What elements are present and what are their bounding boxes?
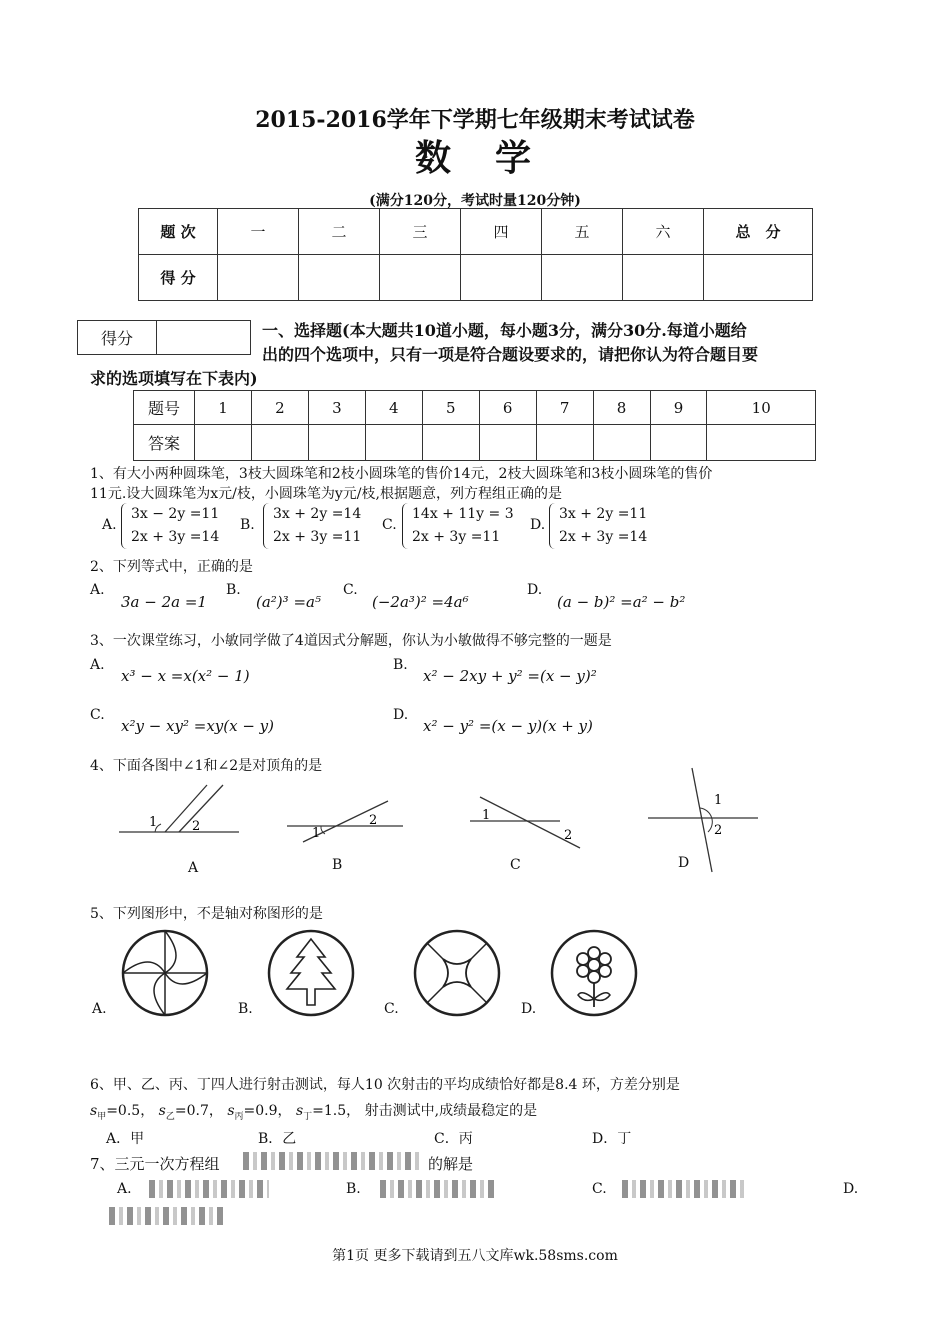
q5-label-d: D.: [521, 1001, 537, 1017]
q6-option-c: C．丙: [434, 1131, 473, 1147]
section-score-cell[interactable]: [157, 321, 251, 355]
score-table-header: 一: [218, 209, 299, 255]
score-table-row-label: 得 分: [139, 255, 218, 301]
q1-option-a-system: [121, 503, 219, 549]
q7-option-label: D.: [843, 1181, 859, 1197]
q3-option-label: D.: [393, 707, 409, 723]
variance-item: $s_乙=0.7$，: [158, 1103, 223, 1122]
variance-value: =1.5，: [312, 1103, 361, 1119]
q1-option-label: B.: [240, 517, 255, 533]
q4-figure-b: [285, 795, 410, 845]
answer-table: [133, 390, 816, 461]
score-table: [138, 208, 813, 301]
question-number: 4: [365, 391, 422, 425]
variance-value: =0.9，: [243, 1103, 292, 1119]
section1-heading-line1: 一、选择题(本大题共10道小题，每小题3分，满分30分.每道小题给: [262, 321, 747, 340]
equation: 2x + 3y =14: [559, 529, 648, 545]
equation: 3x + 2y =14: [273, 506, 362, 522]
q1-option-c-system: [402, 503, 514, 549]
answer-table-label: 答案: [134, 425, 195, 461]
answer-cell[interactable]: [593, 425, 650, 461]
equation: 2x + 3y =11: [412, 529, 501, 545]
q5-label-a: A.: [92, 1001, 107, 1017]
score-table-header: 五: [542, 209, 623, 255]
variance-sub: 丙: [234, 1111, 244, 1122]
angle-mark-2: 2: [564, 828, 573, 843]
question-number: 8: [593, 391, 650, 425]
score-table-header: 二: [299, 209, 380, 255]
question-number: 6: [479, 391, 536, 425]
q7-stem-head: 7、三元一次方程组: [90, 1155, 220, 1173]
q6-option-a: A．甲: [106, 1131, 145, 1147]
answer-cell[interactable]: [195, 425, 252, 461]
answer-cell[interactable]: [479, 425, 536, 461]
q5-figure-b-tree: [267, 929, 355, 1017]
q3-option-a-expr: x³ − x =x(x² − 1): [121, 667, 250, 685]
q4-figure-c: [468, 793, 588, 853]
question-number: 2: [251, 391, 308, 425]
q3-stem: 3、一次课堂练习，小敏同学做了4道因式分解题，你认为小敏做得不够完整的一题是: [90, 633, 612, 649]
angle-mark-1: 1: [312, 826, 321, 841]
q3-option-c-expr: x²y − xy² =xy(x − y): [121, 717, 275, 735]
question-number: 3: [308, 391, 365, 425]
q5-figure-d-flower: [550, 929, 638, 1017]
angle-mark-2: 2: [192, 819, 201, 834]
q2-option-b-expr: (a²)³ =a⁵: [256, 593, 321, 611]
q1-option-label: C.: [382, 517, 397, 533]
q7-option-label: B.: [346, 1181, 361, 1197]
q5-label-b: B.: [238, 1001, 253, 1017]
answer-cell[interactable]: [308, 425, 365, 461]
q4-figure-a: [115, 780, 245, 840]
q1-option-b-system: [263, 503, 361, 549]
q5-figure-a-pinwheel: [121, 929, 209, 1017]
exam-title: 2015-2016学年下学期七年级期末考试试卷: [255, 107, 695, 133]
q5-label-c: C.: [384, 1001, 399, 1017]
angle-mark-1: 1: [482, 808, 491, 823]
q7-option-c-image: [622, 1180, 744, 1198]
answer-cell[interactable]: [536, 425, 593, 461]
q1-option-label: A.: [102, 517, 117, 533]
question-number: 5: [422, 391, 479, 425]
equation: 3x + 2y =11: [559, 506, 648, 522]
equation: 14x + 11y = 3: [412, 506, 514, 522]
q2-option-label: A.: [90, 582, 105, 598]
q7-option-a-image: [149, 1180, 269, 1198]
q2-option-label: D.: [527, 582, 543, 598]
q2-option-label: B.: [226, 582, 241, 598]
q2-stem: 2、下列等式中，正确的是: [90, 559, 253, 575]
score-table-header: 总 分: [704, 209, 813, 255]
score-cell[interactable]: [623, 255, 704, 301]
q6-variances: [90, 1100, 537, 1122]
q4-stem: 4、下面各图中∠1和∠2是对顶角的是: [90, 758, 323, 774]
q1-option-d-system: [549, 503, 647, 549]
q4-label-d: D: [678, 855, 690, 871]
q3-option-d-expr: x² − y² =(x − y)(x + y): [423, 717, 593, 735]
question-number: 10: [707, 391, 816, 425]
angle-mark-2: 2: [369, 813, 378, 828]
answer-cell[interactable]: [251, 425, 308, 461]
question-number: 9: [650, 391, 707, 425]
section-score-label: 得分: [78, 321, 157, 355]
variance-value: =0.7，: [174, 1103, 223, 1119]
score-cell[interactable]: [380, 255, 461, 301]
score-cell[interactable]: [218, 255, 299, 301]
q4-label-c: C: [510, 857, 521, 873]
q4-figure-d: [646, 766, 766, 876]
angle-mark-1: 1: [149, 815, 158, 830]
q3-option-label: A.: [90, 657, 105, 673]
q6-option-d: D．丁: [592, 1131, 632, 1147]
q3-option-b-expr: x² − 2xy + y² =(x − y)²: [423, 667, 597, 685]
variance-sub: 乙: [165, 1111, 175, 1122]
q7-option-label: A.: [117, 1181, 132, 1197]
variance-value: =0.5，: [106, 1103, 155, 1119]
q4-label-a: A: [188, 860, 199, 876]
answer-cell[interactable]: [365, 425, 422, 461]
answer-cell[interactable]: [650, 425, 707, 461]
q6-line1: 6、甲、乙、丙、丁四人进行射击测试，每人10 次射击的平均成绩恰好都是8.4 环，方差分别是: [90, 1077, 680, 1093]
q3-option-label: B.: [393, 657, 408, 673]
q1-line2: 11元.设大圆珠笔为x元/枝，小圆珠笔为y元/枝,根据题意，列方程组正确的是: [90, 486, 562, 502]
answer-cell[interactable]: [422, 425, 479, 461]
question-number: 7: [536, 391, 593, 425]
equation: 2x + 3y =11: [273, 529, 362, 545]
score-cell[interactable]: [704, 255, 813, 301]
equation: 2x + 3y =14: [131, 529, 220, 545]
q6-option-b: B．乙: [258, 1131, 297, 1147]
q1-line1: 1、有大小两种圆珠笔，3枝大圆珠笔和2枝小圆珠笔的售价14元，2枝大圆珠笔和3枝小圆珠笔的售价: [90, 466, 713, 482]
q3-option-label: C.: [90, 707, 105, 723]
q5-figure-c-coin: [413, 929, 501, 1017]
score-cell[interactable]: [299, 255, 380, 301]
score-table-header: 六: [623, 209, 704, 255]
section1-heading-line3: 求的选项填写在下表内): [90, 369, 258, 388]
q7-option-b-image: [380, 1180, 495, 1198]
score-table-header: 三: [380, 209, 461, 255]
exam-note: (满分120分，考试时量120分钟): [369, 193, 581, 209]
q7-option-label: C.: [592, 1181, 607, 1197]
score-table-header: 题 次: [139, 209, 218, 255]
variance-sub: 甲: [97, 1111, 107, 1122]
variance-item: $s_丁=1.5$，: [295, 1103, 361, 1122]
q5-stem: 5、下列图形中，不是轴对称图形的是: [90, 906, 323, 922]
q2-option-c-expr: (−2a³)² =4a⁶: [372, 593, 469, 611]
q4-label-b: B: [332, 857, 343, 873]
q2-option-d-expr: (a − b)² =a² − b²: [557, 593, 686, 611]
q7-system-image: [243, 1152, 423, 1170]
score-cell[interactable]: [461, 255, 542, 301]
page-footer: 第1页 更多下载请到五八文库wk.58sms.com: [332, 1248, 618, 1264]
equation: 3x − 2y =11: [131, 506, 220, 522]
answer-cell[interactable]: [707, 425, 816, 461]
answer-table-label: 题号: [134, 391, 195, 425]
variance-item: $s_丙=0.9$，: [227, 1103, 292, 1122]
subject-title: 数 学: [414, 137, 535, 179]
q7-stem-tail: 的解是: [428, 1155, 474, 1173]
q2-option-label: C.: [343, 582, 358, 598]
section1-heading-line2: 出的四个选项中，只有一项是符合题设要求的，请把你认为符合题目要: [262, 345, 759, 364]
q2-option-a-expr: 3a − 2a =1: [121, 593, 207, 611]
variance-sub: 丁: [303, 1111, 313, 1122]
angle-mark-2: 2: [714, 823, 723, 838]
q6-line2-tail: 射击测试中,成绩最稳定的是: [364, 1103, 538, 1119]
variance-item: $s_甲=0.5$，: [90, 1103, 155, 1122]
section-score-box: [77, 320, 251, 355]
question-number: 1: [195, 391, 252, 425]
score-table-header: 四: [461, 209, 542, 255]
score-cell[interactable]: [542, 255, 623, 301]
q1-option-label: D.: [530, 517, 546, 533]
angle-mark-1: 1: [714, 793, 723, 808]
q7-option-d-image: [109, 1207, 225, 1225]
